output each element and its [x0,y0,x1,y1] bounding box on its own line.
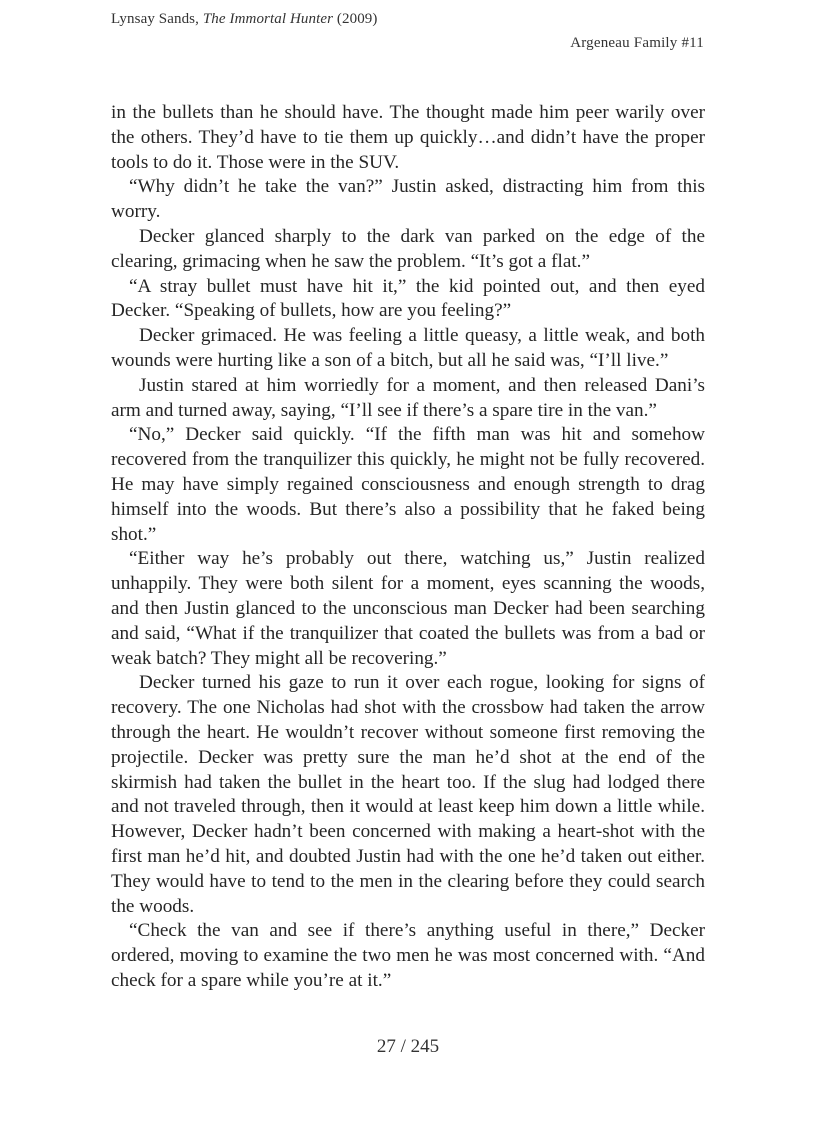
running-header-series: Argeneau Family #11 [570,35,704,51]
paragraph: Decker grimaced. He was feeling a little queasy, a little weak, and both wounds were hurting like a son of a bitch, but all he said was, “I’ll live.” [111,325,705,371]
paragraph: “Either way he’s probably out there, watching us,” Justin realized unhappily. They were both silent for a moment, eyes scanning the woods, and then Justin glanced to the unconscious man Decker had been searching and said, “What if the tranquilizer that coated the bullets was from a bad or weak batch? They might all be recovering.” [111,548,705,669]
paragraph: in the bullets than he should have. The thought made him peer warily over the others. They’d have to tie them up quickly…and didn’t have the proper tools to do it. Those were in the SUV. [111,102,705,173]
author-name: Lynsay Sands, [111,11,203,27]
body-text [111,101,705,994]
running-header-left [111,11,378,28]
book-title: The Immortal Hunter [202,11,334,27]
paragraph: “Why didn’t he take the van?” Justin asked, distracting him from this worry. [111,176,705,223]
publication-year: (2009) [333,11,378,27]
page-number: 27 / 245 [376,1036,440,1057]
paragraph: “Check the van and see if there’s anything useful in there,” Decker ordered, moving to examine the two men he was most concerned with. “And check for a spare while you’re at it.” [111,920,705,991]
paragraph: Decker turned his gaze to run it over each rogue, looking for signs of recovery. The one Nicholas had shot with the crossbow had taken the arrow through the heart. He wouldn’t recover without someone first removing the projectile. Decker was pretty sure the man he’d shot at the end of the skirmish had taken the bullet in the heart too. If the slug had lodged there and not traveled through, then it would at least keep him down a little while. However, Decker hadn’t been concerned with making a heart-shot with the first man he’d hit, and doubted Justin had with the one he’d taken out either. They would have to tend to the men in the clearing before they could search the woods. [111,672,705,917]
paragraph: “No,” Decker said quickly. “If the fifth man was hit and somehow recovered from the tranquilizer this quickly, he might not be fully recovered. He may have simply regained consciousness and enough strength to drag himself into the woods. But there’s also a possibility that he faked being shot.” [111,424,705,545]
paragraph: “A stray bullet must have hit it,” the kid pointed out, and then eyed Decker. “Speaking of bullets, how are you feeling?” [111,275,705,322]
paragraph: Decker glanced sharply to the dark van parked on the edge of the clearing, grimacing when he saw the problem. “It’s got a flat.” [111,225,705,272]
paragraph: Justin stared at him worriedly for a moment, and then released Dani’s arm and turned away, saying, “I’ll see if there’s a spare tire in the van.” [111,374,705,421]
